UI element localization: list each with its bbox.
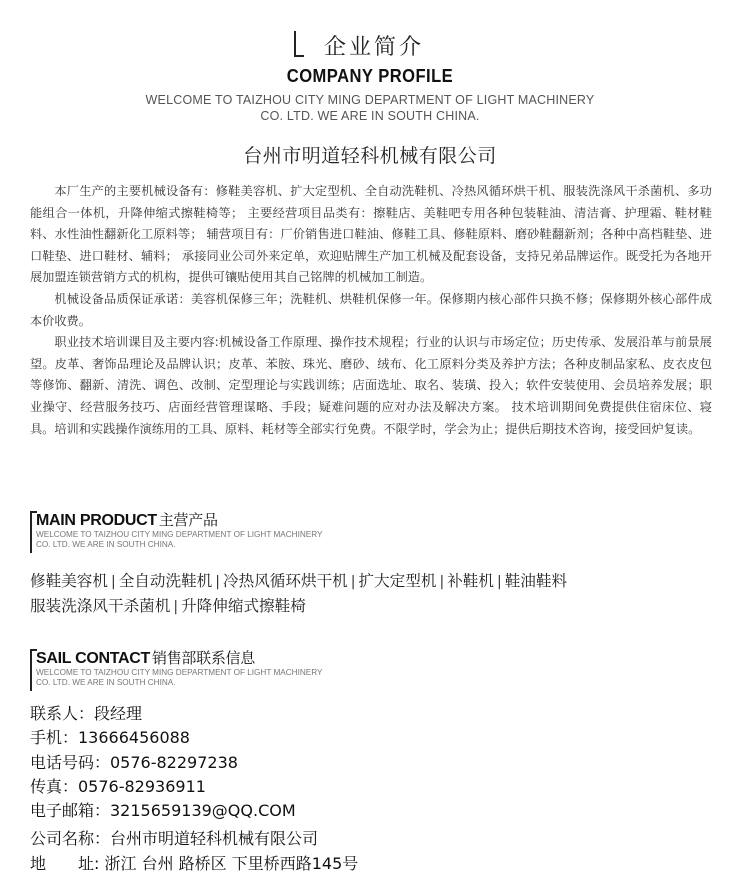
sail-contact-sub-line-2: CO. LTD. WE ARE IN SOUTH CHINA. xyxy=(36,678,176,687)
product-separator: | xyxy=(439,574,445,590)
section-bar-decoration xyxy=(30,511,32,553)
section-bar-decoration xyxy=(30,649,32,691)
main-product-subtitle xyxy=(36,530,322,550)
product-separator: | xyxy=(215,574,220,590)
welcome-line-1: WELCOME TO TAIZHOU CITY MING DEPARTMENT OF LIGHT MACHINERY xyxy=(145,93,595,107)
sail-contact-title-cn: 销售部联系信息 xyxy=(152,649,255,667)
contact-person: 联系人：段经理 xyxy=(30,704,143,723)
main-product-title xyxy=(36,509,218,530)
product-separator: | xyxy=(110,574,116,590)
product-item: 鞋油鞋料 xyxy=(504,572,568,590)
product-item: 补鞋机 xyxy=(447,572,494,590)
product-item: 冷热风循环烘干机 xyxy=(223,572,348,590)
page-title-en: COMPANY PROFILE xyxy=(286,66,454,86)
intro-paragraph-training: 职业技术培训课目及主要内容:机械设备工作原理、操作技术规程；行业的认识与市场定位；历史传承、发展沿革与前景展望。皮革、奢饰品理论及品牌认识；皮革、苯胺、珠光、磨砂、绒布、化工原料分类及养护方法；各种皮制品家私、皮衣皮包等修饰、翻新、清洗、调色、改制、定型理论与实践训练；店面选址、取名、装璜、投入；软件安装使用、会员培养发展；职业操守、经营服务技巧、店面经营管理谋略、手段；疑难问题的应对办法及解决方案。 技术培训期间免费提供住宿床位、寝具。培训和实践操作演练用的工具、原料、耗材等全部实行免费。不限学时，学会为止；提供后期技术咨询，接受回炉复读。 xyxy=(30,335,712,436)
product-item: 升降伸缩式擦鞋椅 xyxy=(181,597,306,615)
intro-paragraph-products: 本厂生产的主要机械设备有：修鞋美容机、扩大定型机、全自动洗鞋机、冷热风循环烘干机、服装洗涤风干杀菌机、多功能组合一体机，升降伸缩式擦鞋椅等； 主要经营项目品类有：擦鞋店、美鞋吧专用各种包装鞋油、清洁膏、护理霜、鞋材鞋料、水性油性翻新化工原料等； 辅营项目有：厂价销售进口鞋油、修鞋工具、修鞋原料、磨砂鞋翻新剂；各种中高档鞋垫、进口鞋垫、进口鞋材、辅料； 承接同业公司外来定单，欢迎贴牌生产加工机械及配套设备，支持兄弟品牌运作。既受托为各地开展加盟连锁营销方式的机构，提供可镶贴使用其自己铭牌的机械加工制造。 xyxy=(30,184,712,285)
sail-contact-subtitle xyxy=(36,668,322,688)
contact-company: 公司名称：台州市明道轻科机械有限公司 xyxy=(30,829,319,849)
product-row-1 xyxy=(30,569,720,594)
contact-mobile: 手机：13666456088 xyxy=(30,728,190,748)
intro-paragraph-warranty: 机械设备品质保证承诺：美容机保修三年；洗鞋机、烘鞋机保修一年。保修期内核心部件只换不修；保修期外核心部件成本价收费。 xyxy=(30,291,712,328)
sail-contact-title-en: SAIL CONTACT xyxy=(36,650,151,667)
contact-phone: 电话号码：0576-82297238 xyxy=(30,752,238,772)
product-list xyxy=(30,569,720,619)
product-item: 修鞋美容机 xyxy=(30,572,108,590)
sail-contact-section-header xyxy=(30,649,390,693)
product-item: 扩大定型机 xyxy=(358,572,437,590)
contact-address: 地 址: 浙江 台州 路桥区 下里桥西路145号 xyxy=(30,853,359,873)
product-row-2 xyxy=(30,594,720,619)
main-product-sub-line-2: CO. LTD. WE ARE IN SOUTH CHINA. xyxy=(36,540,176,549)
product-separator: | xyxy=(350,574,356,590)
main-product-title-en: MAIN PRODUCT xyxy=(36,512,157,529)
product-separator: | xyxy=(496,574,502,590)
sail-contact-title xyxy=(36,647,255,668)
product-item: 服装洗涤风干杀菌机 xyxy=(30,597,171,615)
sail-contact-sub-line-1: WELCOME TO TAIZHOU CITY MING DEPARTMENT OF LIGHT MACHINERY xyxy=(36,668,323,677)
main-product-title-cn: 主营产品 xyxy=(158,511,218,529)
company-introduction xyxy=(30,181,712,440)
contact-info xyxy=(30,702,550,876)
product-item: 全自动洗鞋机 xyxy=(118,572,213,590)
contact-fax: 传真：0576-82936911 xyxy=(30,776,206,796)
company-name-heading: 台州市明道轻科机械有限公司 xyxy=(243,145,497,167)
welcome-text xyxy=(100,92,640,124)
product-separator: | xyxy=(173,599,179,615)
contact-email: 电子邮箱：3215659139@QQ.COM xyxy=(30,801,296,821)
main-product-section-header xyxy=(30,511,390,555)
main-product-sub-line-1: WELCOME TO TAIZHOU CITY MING DEPARTMENT OF LIGHT MACHINERY xyxy=(36,530,323,539)
page-title-cn: 企业简介 xyxy=(304,35,444,61)
welcome-line-2: CO. LTD. WE ARE IN SOUTH CHINA. xyxy=(260,109,480,123)
